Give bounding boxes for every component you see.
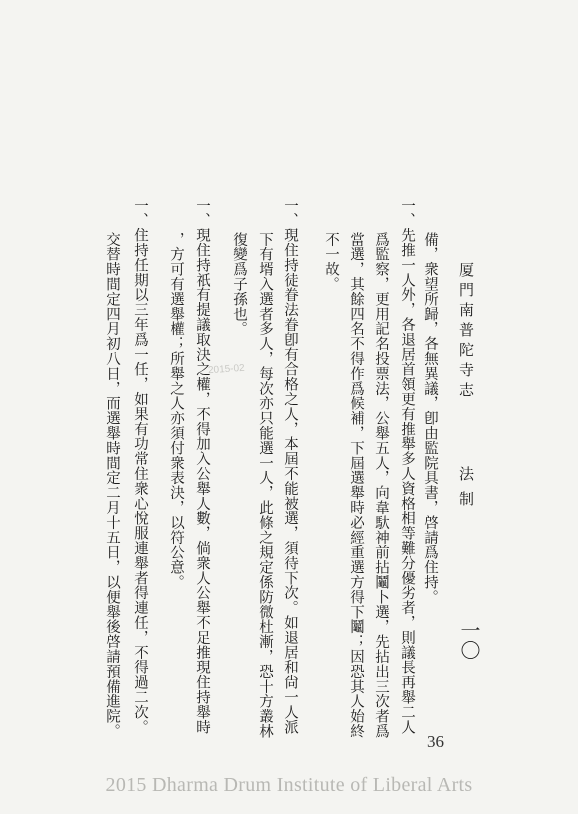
text-column-1: 備，衆望所歸，各無異議，卽由監院具書，啓請爲住持。 — [422, 232, 438, 605]
text-column-5: 不一故。 — [323, 232, 339, 292]
text-column-11: 一、住持任期以三年爲一任，如果有功常住衆心悅服連舉者得連任，不得過二次。 — [132, 198, 148, 735]
text-column-6: 一、現住持徒眷法眷卽有合格之人，本屆不能被選，須待下次。如退居和尙一人派 — [282, 198, 298, 735]
text-column-12: 交替時間定四月初八日，而選舉時間定二月十五日，以便舉後啓請預備進院。 — [104, 232, 120, 739]
book-title: 厦門南普陀寺志 — [457, 262, 475, 402]
folio-number: 一〇 — [457, 620, 481, 660]
text-column-4: 當選，其餘四名不得作爲候補，下屆選舉時必經重選方得下鬮；因恐其人始終 — [348, 232, 364, 739]
text-column-9: 一、現住持祇有提議取決之權，不得加入公舉人數，倘衆人公舉不足推現住持舉時 — [194, 198, 210, 735]
text-column-7: 下有壻入選者多人，每次亦只能選一人，此條之規定係防微杜漸，恐十方叢林 — [257, 232, 273, 739]
text-column-10: ，方可有選舉權；所舉之人亦須付衆表決，以符公意。 — [168, 232, 184, 590]
page-number: 36 — [427, 732, 444, 751]
watermark: 2015 Dharma Drum Institute of Liberal Arts — [105, 774, 473, 796]
text-column-2: 一、先推一人外，各退居首領更有推舉多人資格相等難分優劣者，則議長再舉二人 — [399, 198, 415, 735]
scan-stamp: 2015-02 — [207, 362, 246, 377]
text-column-3: 爲監察，更用記名投票法，公舉五人，向韋馱神前拈鬮卜選，先拈出三次者爲 — [373, 232, 389, 739]
text-column-8: 復變爲子孫也。 — [231, 232, 247, 337]
section-title: 法制 — [457, 466, 475, 516]
